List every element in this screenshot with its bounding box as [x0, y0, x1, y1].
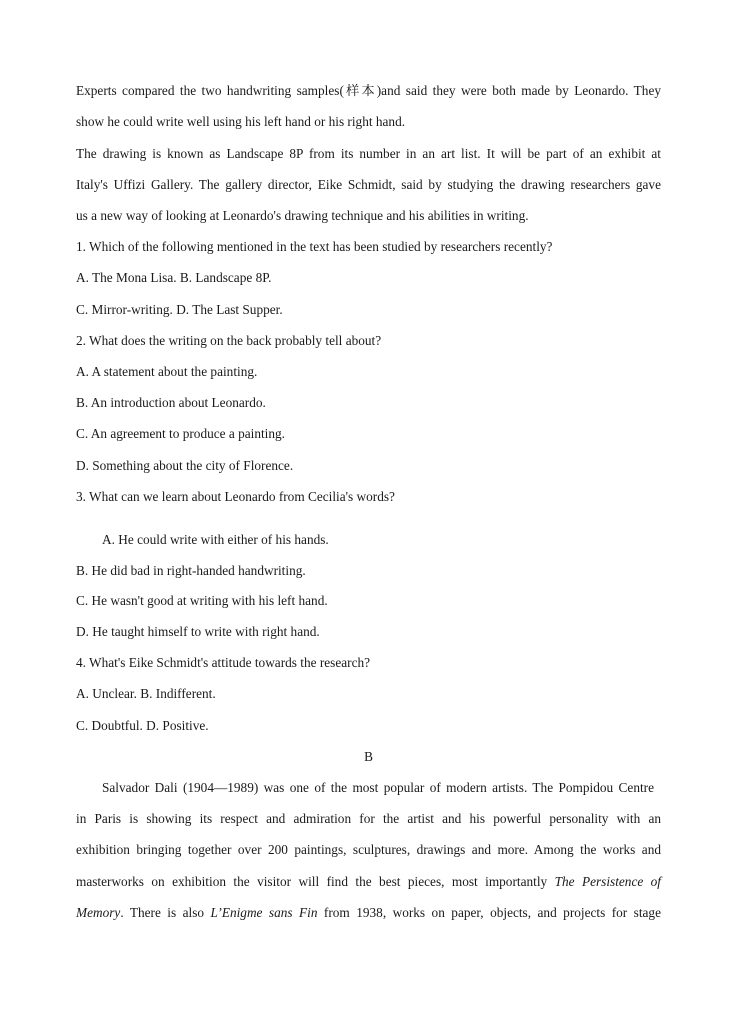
question-3-stem: 3. What can we learn about Leonardo from Cecilia's words? [76, 489, 395, 504]
question-3-option: B. He did bad in right-handed handwriting. [76, 563, 306, 578]
para2-line2: Italy's Uffizi Gallery. The gallery director, Eike Schmidt, said by studying the drawing researchers gave [76, 177, 661, 192]
artwork-title-enigme: L’Enigme sans Fin [210, 905, 318, 920]
section-b-line3: exhibition bringing together over 200 paintings, sculptures, drawings and more. Among the works and [76, 842, 661, 857]
para1-line1: Experts compared the two handwriting samples(样本)and said they were both made by Leonardo. They [76, 83, 661, 98]
question-2-option: C. An agreement to produce a painting. [76, 426, 285, 441]
question-4-option-row: C. Doubtful. D. Positive. [76, 718, 209, 733]
question-3-option: C. He wasn't good at writing with his left hand. [76, 593, 328, 608]
artwork-title-memory: Memory [76, 905, 121, 920]
para1-line2: show he could write well using his left hand or his right hand. [76, 114, 406, 129]
question-2-option: A. A statement about the painting. [76, 364, 258, 379]
artwork-title-persistence: The Persistence of [554, 874, 662, 889]
question-3-option: A. He could write with either of his hands. [102, 532, 329, 547]
section-b-heading: B [364, 749, 373, 764]
question-2-stem: 2. What does the writing on the back probably tell about? [76, 333, 382, 348]
question-1-option-row: C. Mirror-writing. D. The Last Supper. [76, 302, 283, 317]
question-4-option-row: A. Unclear. B. Indifferent. [76, 686, 216, 701]
question-1-option-row: A. The Mona Lisa. B. Landscape 8P. [76, 270, 272, 285]
question-4-stem: 4. What's Eike Schmidt's attitude towards the research? [76, 655, 371, 670]
para2-line1: The drawing is known as Landscape 8P from its number in an art list. It will be part of an exhibit at [76, 146, 661, 161]
question-3-option: D. He taught himself to write with right hand. [76, 624, 320, 639]
section-b-line5-tail: from 1938, works on paper, objects, and projects for stage [317, 905, 661, 920]
section-b-line5-text: . There is also [120, 905, 211, 920]
section-b-line4-text: masterworks on exhibition the visitor will find the best pieces, most importantly [76, 874, 555, 889]
question-2-option: B. An introduction about Leonardo. [76, 395, 266, 410]
para2-line3: us a new way of looking at Leonardo's drawing technique and his abilities in writing. [76, 208, 529, 223]
question-1-stem: 1. Which of the following mentioned in the text has been studied by researchers recently? [76, 239, 553, 254]
section-b-line4 [76, 873, 661, 891]
section-b-line5 [76, 904, 661, 922]
question-2-option: D. Something about the city of Florence. [76, 458, 294, 473]
section-b-line2: in Paris is showing its respect and admiration for the artist and his powerful personality with an [76, 811, 661, 826]
section-b-line1: Salvador Dali (1904—1989) was one of the most popular of modern artists. The Pompidou Centre [102, 780, 654, 795]
